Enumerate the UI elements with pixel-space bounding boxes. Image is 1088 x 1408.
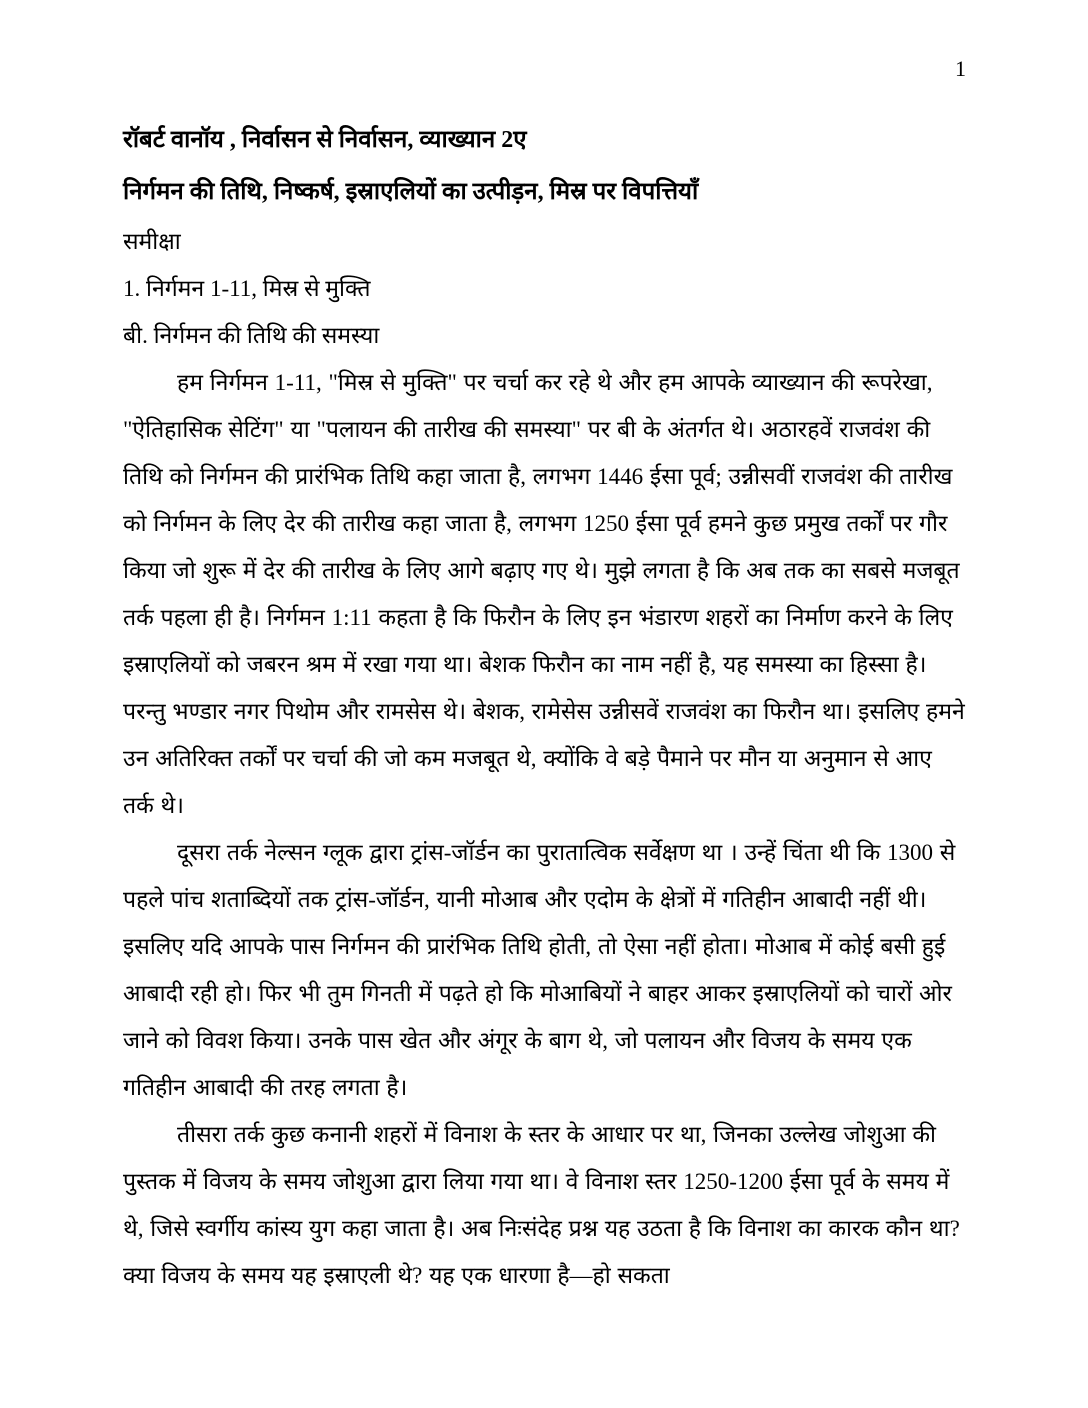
document-content [123, 114, 965, 1299]
paragraph-3: तीसरा तर्क कुछ कनानी शहरों में विनाश के स्तर के आधार पर था, जिनका उल्लेख जोशुआ की पुस्तक में विजय के समय जोशुआ द्वारा लिया गया था। वे विनाश स्तर 1250-1200 ईसा पूर्व के समय में थे, जिसे स्वर्गीय कांस्य युग कहा जाता है। अब निःसंदेह प्रश्न यह उठता है कि विनाश का कारक कौन था? क्या विजय के समय यह इस्राएली थे? यह एक धारणा है—हो सकता [123, 1122, 960, 1288]
document-title-line-2: निर्गमन की तिथि, निष्कर्ष, इस्राएलियों का उत्पीड़न, मिस्र पर विपत्तियाँ [123, 179, 699, 205]
outline-section [123, 218, 965, 359]
outline-item-1: 1. निर्गमन 1-11, मिस्र से मुक्ति [123, 276, 371, 301]
outline-item-b: बी. निर्गमन की तिथि की समस्या [123, 323, 380, 348]
page-number: 1 [955, 56, 966, 81]
paragraph-1: हम निर्गमन 1-11, "मिस्र से मुक्ति" पर चर्चा कर रहे थे और हम आपके व्याख्यान की रूपरेखा, "ऐतिहासिक सेटिंग" या "पलायन की तारीख की समस्या" पर बी के अंतर्गत थे। अठारहवें राजवंश की तिथि को निर्गमन की प्रारंभिक तिथि कहा जाता है, लगभग 1446 ईसा पूर्व; उन्नीसवीं राजवंश की तारीख को निर्गमन के लिए देर की तारीख कहा जाता है, लगभग 1250 ईसा पूर्व हमने कुछ प्रमुख तर्कों पर गौर किया जो शुरू में देर की तारीख के लिए आगे बढ़ाए गए थे। मुझे लगता है कि अब तक का सबसे मजबूत तर्क पहला ही है। निर्गमन 1:11 कहता है कि फिरौन के लिए इन भंडारण शहरों का निर्माण करने के लिए इस्राएलियों को जबरन श्रम में रखा गया था। बेशक फिरौन का नाम नहीं है, यह समस्या का हिस्सा है। परन्तु भण्डार नगर पिथोम और रामसेस थे। बेशक, रामेसेस उन्नीसवें राजवंश का फिरौन था। इसलिए हमने उन अतिरिक्त तर्कों पर चर्चा की जो कम मजबूत थे, क्योंकि वे बड़े पैमाने पर मौन या अनुमान से आए तर्क थे। [123, 370, 965, 818]
paragraph-2: दूसरा तर्क नेल्सन ग्लूक द्वारा ट्रांस-जॉर्डन का पुरातात्विक सर्वेक्षण था । उन्हें चिंता थी कि 1300 से पहले पांच शताब्दियों तक ट्रांस-जॉर्डन, यानी मोआब और एदोम के क्षेत्रों में गतिहीन आबादी नहीं थी। इसलिए यदि आपके पास निर्गमन की प्रारंभिक तिथि होती, तो ऐसा नहीं होता। मोआब में कोई बसी हुई आबादी रही हो। फिर भी तुम गिनती में पढ़ते हो कि मोआबियों ने बाहर आकर इस्राएलियों को चारों ओर जाने को विवश किया। उनके पास खेत और अंगूर के बाग थे, जो पलायन और विजय के समय एक गतिहीन आबादी की तरह लगता है। [123, 840, 956, 1100]
outline-review-label: समीक्षा [123, 229, 181, 254]
body-text [123, 359, 965, 1299]
document-title-line-1: रॉबर्ट वानॉय , निर्वासन से निर्वासन, व्याख्यान 2ए [123, 127, 527, 153]
